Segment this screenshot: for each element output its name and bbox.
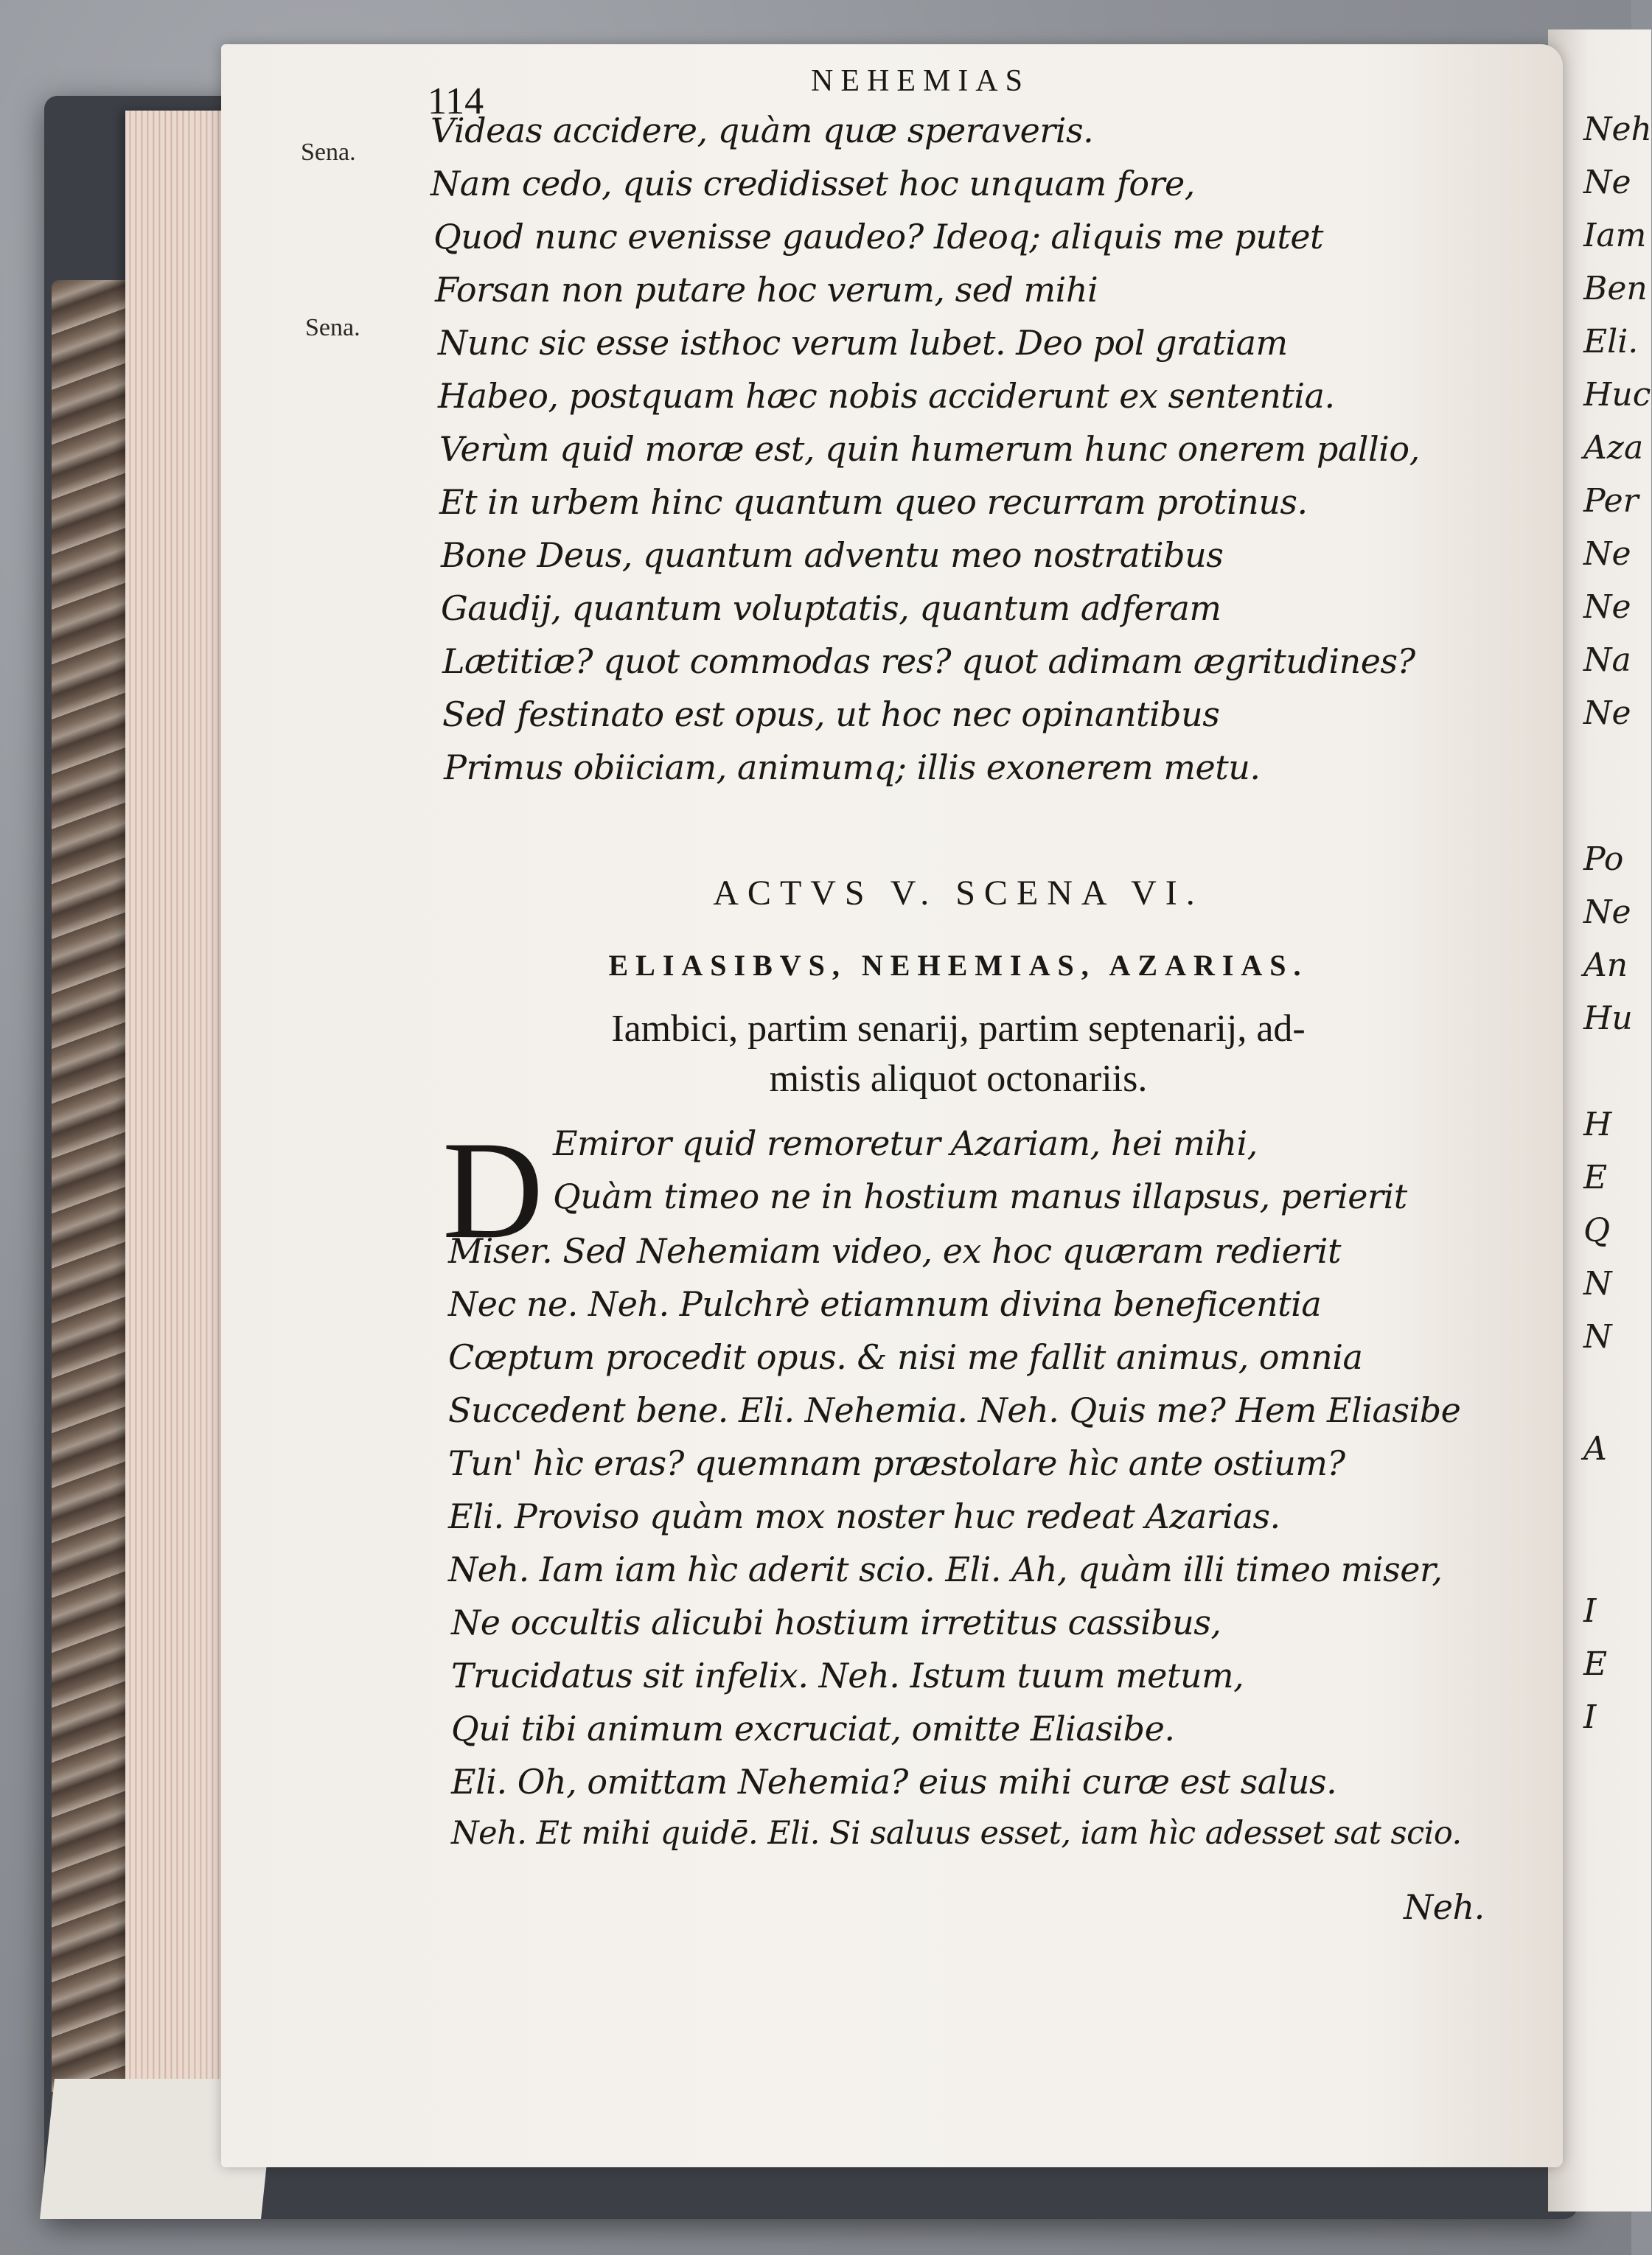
facing-page-fragment: An (1583, 947, 1628, 984)
facing-page-fragment: Per (1583, 482, 1639, 520)
facing-page-fragment: Eli. (1583, 323, 1639, 360)
facing-page-fragment: N (1583, 1265, 1612, 1303)
verse-line: Emiror quid remoretur Azariam, hei mihi, (553, 1123, 1258, 1163)
character-list: ELIASIBVS, NEHEMIAS, AZARIAS. (608, 949, 1308, 982)
facing-page-fragment: Na (1583, 641, 1631, 679)
facing-page-fragment: Ne (1583, 588, 1631, 626)
verse-line: Gaudij, quantum voluptatis, quantum adferam (441, 588, 1221, 628)
margin-label: Sena. (305, 314, 360, 341)
verse-line: Eli. Proviso quàm mox noster huc redeat Azarias. (448, 1496, 1280, 1536)
verse-line: Et in urbem hinc quantum queo recurram protinus. (439, 482, 1308, 522)
facing-page-fragment: A (1583, 1430, 1607, 1468)
verse-line: Nam cedo, quis credidisset hoc unquam fore, (431, 164, 1195, 203)
verse-line: Videas accidere, quàm quæ speraveris. (431, 111, 1094, 150)
facing-page-fragment: Iam (1583, 217, 1647, 254)
facing-page-fragment: Ne (1583, 893, 1631, 931)
verse-line: Eli. Oh, omittam Nehemia? eius mihi curæ est salus. (451, 1762, 1337, 1802)
facing-page-fragment: Ne (1583, 164, 1631, 201)
verse-line: Trucidatus sit infelix. Neh. Istum tuum metum, (451, 1656, 1244, 1695)
verse-line: Nunc sic esse isthoc verum lubet. Deo pol gratiam (438, 323, 1288, 363)
facing-page-fragment: Po (1583, 840, 1624, 878)
facing-page-fragment: Hu (1583, 1000, 1633, 1037)
scene-heading: ACTVS V. SCENA VI. (713, 874, 1204, 913)
verse-line: Lætitiæ? quot commodas res? quot adimam ægritudines? (442, 641, 1415, 681)
verse-line: Miser. Sed Nehemiam video, ex hoc quæram redierit (448, 1231, 1341, 1271)
page-number: 114 (428, 80, 484, 122)
verse-line: Nec ne. Neh. Pulchrè etiamnum divina beneficentia (448, 1284, 1322, 1324)
verse-line: Quàm timeo ne in hostium manus illapsus, perierit (553, 1177, 1407, 1216)
verse-line: Quod nunc evenisse gaudeo? Ideoq; aliquis me putet (433, 217, 1324, 257)
facing-page-fragment: Q (1583, 1212, 1611, 1250)
facing-page-fragment: I (1583, 1698, 1597, 1736)
verse-line: Forsan non putare hoc verum, sed mihi (435, 270, 1098, 310)
facing-page-fragment: E (1583, 1159, 1608, 1196)
verse-line: Bone Deus, quantum adventu meo nostratibus (441, 535, 1224, 575)
verse-line: Verùm quid moræ est, quin humerum hunc onerem pallio, (439, 429, 1420, 469)
facing-page-fragment: Ben (1583, 270, 1648, 307)
verse-line: Qui tibi animum excruciat, omitte Eliasibe. (451, 1709, 1175, 1749)
facing-page-fragment: I (1583, 1592, 1597, 1630)
meter-note: Iambici, partim senarij, partim septenarij, ad- (611, 1008, 1306, 1050)
facing-page-fragment: Neh (1583, 111, 1652, 148)
facing-page-fragment: Ne (1583, 535, 1631, 573)
verse-line: Sed festinato est opus, ut hoc nec opinantibus (442, 694, 1220, 734)
verse-line: Primus obiiciam, animumq; illis exonerem metu. (444, 747, 1261, 787)
facing-page-fragment: E (1583, 1645, 1608, 1683)
margin-label: Sena. (301, 139, 356, 166)
verse-line: Cœptum procedit opus. & nisi me fallit animus, omnia (448, 1337, 1363, 1377)
facing-page-fragment: H (1583, 1106, 1612, 1143)
facing-page-fragment: Ne (1583, 694, 1631, 732)
verse-line: Habeo, postquam hæc nobis acciderunt ex sententia. (438, 376, 1335, 416)
facing-page-fragment: N (1583, 1318, 1612, 1356)
verse-line: Ne occultis alicubi hostium irretitus cassibus, (451, 1603, 1221, 1642)
facing-page-fragment: Huc (1583, 376, 1651, 414)
facing-page-fragment: Aza (1583, 429, 1644, 467)
running-title: NEHEMIAS (811, 64, 1030, 98)
drop-cap: D (442, 1113, 544, 1268)
catchword: Neh. (1404, 1887, 1485, 1927)
meter-note: mistis aliquot octonariis. (769, 1058, 1148, 1100)
verse-line: Succedent bene. Eli. Nehemia. Neh. Quis me? Hem Eliasibe (448, 1390, 1461, 1430)
verse-line: Neh. Et mihi quidē. Eli. Si saluus esset, iam hìc adesset sat scio. (451, 1815, 1462, 1852)
verse-line: Tun' hìc eras? quemnam præstolare hìc ante ostium? (448, 1443, 1345, 1483)
verse-line: Neh. Iam iam hìc aderit scio. Eli. Ah, quàm illi timeo miser, (448, 1550, 1443, 1589)
